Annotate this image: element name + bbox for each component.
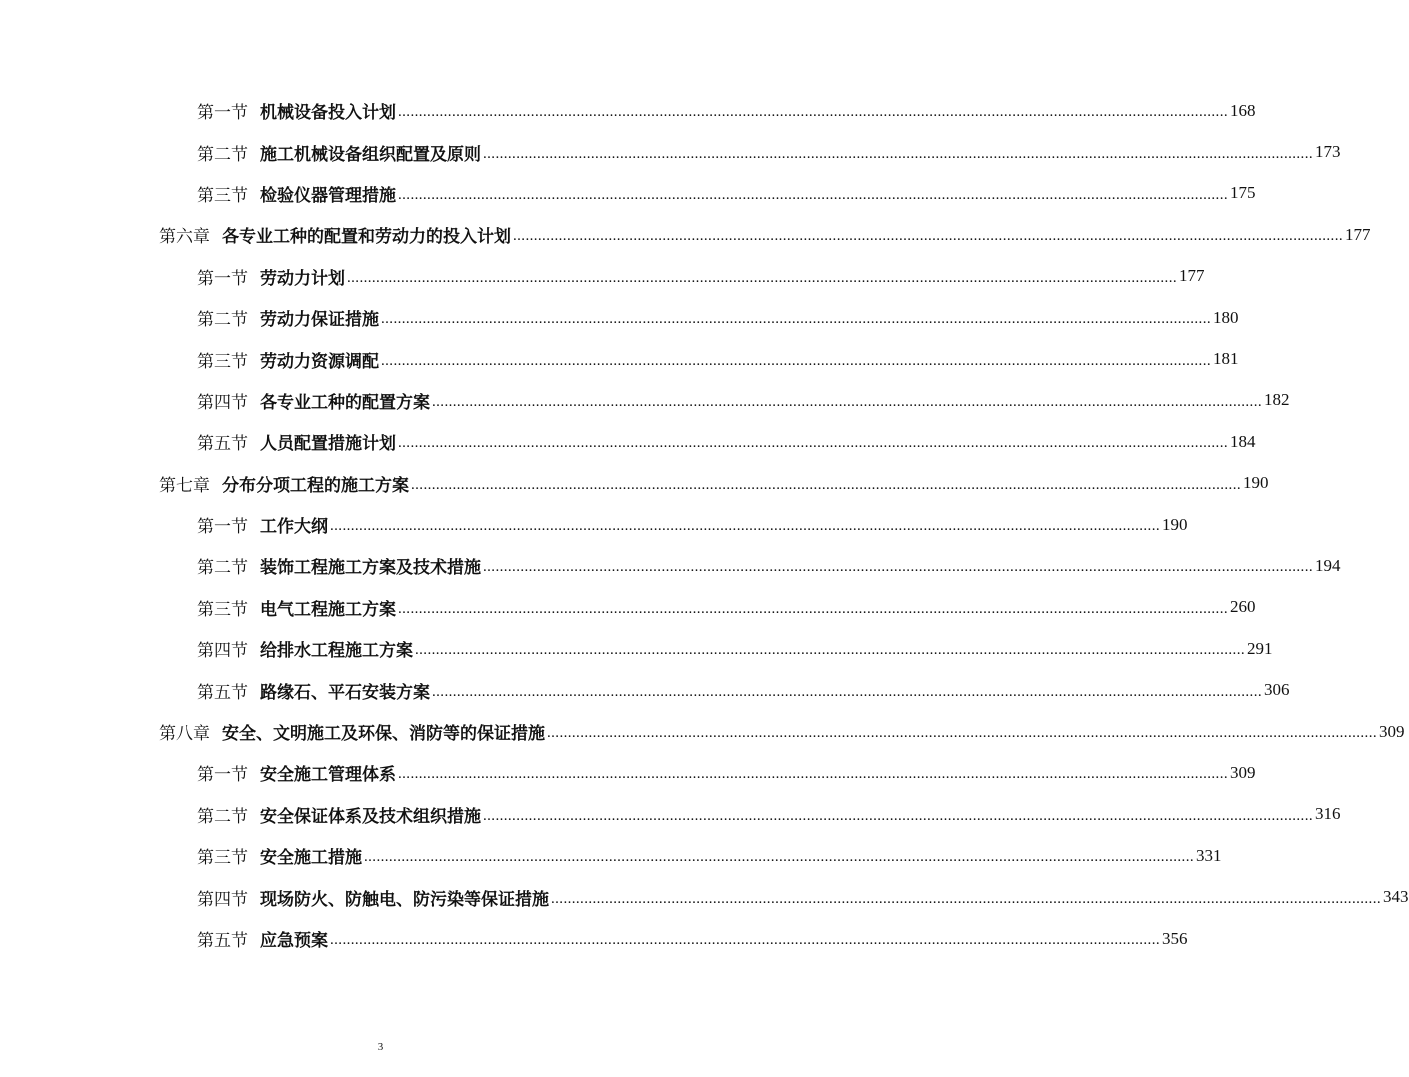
- toc-section-entry[interactable]: [0, 794, 1341, 835]
- toc-entry-number: 第二节: [197, 806, 248, 827]
- toc-section-entry[interactable]: [0, 256, 1205, 297]
- toc-dot-leader: ........................................................................................................................................................................................................: [398, 600, 1228, 617]
- toc-dot-leader: ........................................................................................................................................................................................................: [398, 766, 1228, 783]
- toc-dot-leader: ........................................................................................................................................................................................................: [398, 186, 1228, 203]
- toc-section-entry[interactable]: [0, 545, 1341, 586]
- toc-entry-title: 检验仪器管理措施: [260, 185, 396, 206]
- toc-dot-leader: ........................................................................................................................................................................................................: [432, 393, 1262, 410]
- toc-entry-number: 第三节: [197, 848, 248, 869]
- toc-dot-leader: ........................................................................................................................................................................................................: [364, 849, 1194, 866]
- toc-entry-number: 第三节: [197, 599, 248, 620]
- toc-entry-number: 第四节: [197, 392, 248, 413]
- toc-entry-number: 第二节: [197, 558, 248, 579]
- toc-entry-number: 第一节: [197, 765, 248, 786]
- toc-entry-title: 劳动力资源调配: [260, 351, 379, 372]
- toc-entry-page: 190: [1243, 473, 1269, 493]
- toc-section-entry[interactable]: [0, 90, 1256, 131]
- toc-entry-page: 194: [1315, 555, 1341, 575]
- toc-entry-title: 安全保证体系及技术组织措施: [260, 806, 481, 827]
- toc-entry-number: 第四节: [197, 641, 248, 662]
- toc-section-entry[interactable]: [0, 338, 1239, 379]
- toc-entry-page: 184: [1230, 431, 1256, 451]
- toc-section-entry[interactable]: [0, 421, 1256, 462]
- toc-entry-title: 装饰工程施工方案及技术措施: [260, 558, 481, 579]
- toc-dot-leader: ........................................................................................................................................................................................................: [513, 228, 1343, 245]
- toc-entry-page: 331: [1196, 845, 1222, 865]
- toc-section-entry[interactable]: [0, 835, 1222, 876]
- toc-entry-number: 第六章: [159, 227, 210, 248]
- toc-entry-page: 309: [1379, 721, 1405, 741]
- page-number: 3: [377, 1041, 384, 1053]
- toc-entry-page: 181: [1213, 349, 1239, 369]
- toc-entry-title: 人员配置措施计划: [260, 434, 396, 455]
- toc-entry-page: 182: [1264, 390, 1290, 410]
- toc-entry-number: 第五节: [197, 682, 248, 703]
- toc-entry-page: 306: [1264, 680, 1290, 700]
- toc-entry-page: 356: [1162, 928, 1188, 948]
- toc-entry-number: 第一节: [197, 517, 248, 538]
- toc-chapter-entry[interactable]: [0, 463, 1269, 504]
- toc-section-entry[interactable]: [0, 876, 1409, 917]
- toc-section-entry[interactable]: [0, 504, 1188, 545]
- toc-section-entry[interactable]: [0, 628, 1273, 669]
- toc-section-entry[interactable]: [0, 380, 1290, 421]
- toc-dot-leader: ........................................................................................................................................................................................................: [547, 725, 1377, 742]
- toc-dot-leader: ........................................................................................................................................................................................................: [483, 807, 1313, 824]
- toc-dot-leader: ........................................................................................................................................................................................................: [411, 476, 1241, 493]
- toc-section-entry[interactable]: [0, 173, 1256, 214]
- toc-entry-title: 机械设备投入计划: [260, 103, 396, 124]
- toc-entry-number: 第三节: [197, 185, 248, 206]
- toc-entry-title: 安全施工管理体系: [260, 765, 396, 786]
- toc-section-entry[interactable]: [0, 752, 1256, 793]
- toc-entry-page: 180: [1213, 307, 1239, 327]
- toc-entry-number: 第五节: [197, 931, 248, 951]
- toc-section-entry[interactable]: [0, 918, 1188, 959]
- toc-entry-number: 第一节: [197, 103, 248, 124]
- toc-entry-title: 电气工程施工方案: [260, 599, 396, 620]
- toc-entry-title: 各专业工种的配置方案: [260, 392, 430, 413]
- toc-section-entry[interactable]: [0, 297, 1239, 338]
- toc-entry-page: 173: [1315, 142, 1341, 162]
- toc-entry-title: 现场防火、防触电、防污染等保证措施: [260, 889, 549, 910]
- toc-dot-leader: ........................................................................................................................................................................................................: [347, 269, 1177, 286]
- toc-dot-leader: ........................................................................................................................................................................................................: [551, 890, 1381, 907]
- toc-entry-page: 175: [1230, 183, 1256, 203]
- toc-entry-page: 177: [1345, 224, 1371, 244]
- toc-dot-leader: ........................................................................................................................................................................................................: [483, 559, 1313, 576]
- toc-chapter-entry[interactable]: [0, 214, 1371, 255]
- toc-dot-leader: ........................................................................................................................................................................................................: [330, 518, 1160, 535]
- toc-entry-number: 第七章: [159, 475, 210, 496]
- toc-entry-page: 343: [1383, 887, 1409, 907]
- toc-entry-number: 第五节: [197, 434, 248, 455]
- toc-entry-number: 第八章: [159, 724, 210, 745]
- toc-dot-leader: ........................................................................................................................................................................................................: [483, 145, 1313, 162]
- toc-section-entry[interactable]: [0, 587, 1256, 628]
- toc-dot-leader: ........................................................................................................................................................................................................: [398, 435, 1228, 452]
- toc-section-entry[interactable]: [0, 131, 1341, 172]
- toc-section-entry[interactable]: [0, 669, 1290, 710]
- toc-entry-number: 第四节: [197, 889, 248, 910]
- toc-entry-title: 给排水工程施工方案: [260, 641, 413, 662]
- toc-entry-title: 安全施工措施: [260, 848, 362, 869]
- toc-entry-title: 劳动力计划: [260, 268, 345, 289]
- toc-chapter-entry[interactable]: [0, 711, 1405, 752]
- table-of-contents: [0, 90, 1409, 959]
- toc-entry-page: 260: [1230, 597, 1256, 617]
- toc-entry-title: 各专业工种的配置和劳动力的投入计划: [222, 227, 511, 248]
- toc-entry-title: 劳动力保证措施: [260, 310, 379, 331]
- toc-entry-title: 安全、文明施工及环保、消防等的保证措施: [222, 724, 545, 745]
- toc-entry-page: 291: [1247, 638, 1273, 658]
- toc-entry-page: 190: [1162, 514, 1188, 534]
- toc-entry-page: 309: [1230, 762, 1256, 782]
- toc-entry-number: 第二节: [197, 310, 248, 331]
- toc-entry-number: 第一节: [197, 268, 248, 289]
- toc-dot-leader: ........................................................................................................................................................................................................: [432, 683, 1262, 700]
- toc-entry-title: 应急预案: [260, 931, 328, 951]
- toc-entry-number: 第三节: [197, 351, 248, 372]
- toc-entry-title: 路缘石、平石安装方案: [260, 682, 430, 703]
- toc-entry-page: 316: [1315, 804, 1341, 824]
- toc-dot-leader: ........................................................................................................................................................................................................: [381, 352, 1211, 369]
- toc-entry-title: 分布分项工程的施工方案: [222, 475, 409, 496]
- toc-entry-number: 第二节: [197, 144, 248, 165]
- toc-dot-leader: ........................................................................................................................................................................................................: [330, 932, 1160, 948]
- toc-entry-title: 工作大纲: [260, 517, 328, 538]
- toc-entry-page: 177: [1179, 266, 1205, 286]
- toc-entry-title: 施工机械设备组织配置及原则: [260, 144, 481, 165]
- toc-dot-leader: ........................................................................................................................................................................................................: [398, 104, 1228, 121]
- toc-entry-page: 168: [1230, 100, 1256, 120]
- toc-dot-leader: ........................................................................................................................................................................................................: [415, 642, 1245, 659]
- toc-dot-leader: ........................................................................................................................................................................................................: [381, 311, 1211, 328]
